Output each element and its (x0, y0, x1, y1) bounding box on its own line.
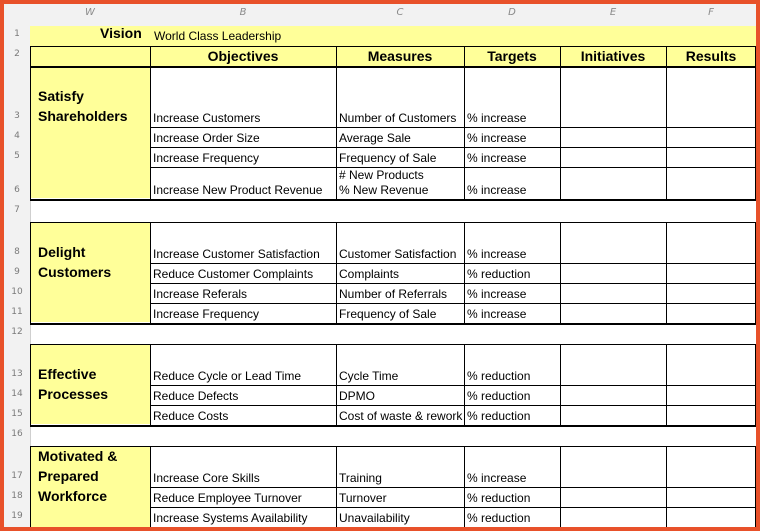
grid-line-col (30, 66, 31, 199)
target-cell[interactable]: % increase (467, 247, 527, 261)
vision-label: Vision (100, 25, 142, 41)
measure-cell[interactable]: # New Products (339, 168, 424, 182)
grid-line-col (336, 222, 337, 323)
grid-line-col (150, 222, 151, 323)
section-title-line: Shareholders (38, 108, 128, 124)
spreadsheet-grid (4, 4, 756, 527)
initiative-cell[interactable] (561, 147, 665, 167)
grid-line-top (30, 46, 756, 47)
header-initiatives[interactable]: Initiatives (580, 48, 646, 64)
result-cell[interactable] (667, 263, 755, 283)
grid-line-col-header (336, 46, 337, 66)
grid-line-col (755, 344, 756, 425)
initiative-cell[interactable] (561, 243, 665, 263)
initiative-cell[interactable] (561, 127, 665, 147)
measure-cell[interactable]: Cost of waste & rework (339, 409, 463, 423)
initiative-cell[interactable] (561, 283, 665, 303)
column-header-c[interactable]: C (396, 7, 404, 18)
grid-line-col (464, 66, 465, 199)
result-cell[interactable] (667, 405, 755, 425)
header-targets[interactable]: Targets (487, 48, 537, 64)
header-measures[interactable]: Measures (367, 48, 433, 64)
objective-cell[interactable]: Increase Customer Satisfaction (153, 247, 320, 261)
target-cell[interactable]: % increase (467, 151, 527, 165)
initiative-cell[interactable] (561, 167, 665, 199)
grid-line-col (150, 66, 151, 199)
result-cell[interactable] (667, 507, 755, 527)
result-cell[interactable] (667, 167, 755, 199)
result-cell[interactable] (667, 107, 755, 127)
row-number[interactable]: 5 (14, 151, 20, 161)
grid-line-col (464, 446, 465, 527)
column-header-d[interactable]: D (508, 7, 516, 18)
target-cell[interactable]: % increase (467, 307, 527, 321)
objective-cell[interactable]: Reduce Defects (153, 389, 239, 403)
row-number[interactable]: 3 (14, 111, 20, 121)
initiative-cell[interactable] (561, 365, 665, 385)
column-header-bar (4, 4, 756, 27)
measure-cell[interactable]: % New Revenue (339, 183, 429, 197)
row-number[interactable]: 4 (14, 131, 20, 141)
grid-line-col (30, 446, 31, 527)
section-title-line: Processes (38, 386, 109, 402)
measure-cell[interactable]: Cycle Time (339, 369, 399, 383)
section-title-line: Delight (38, 244, 86, 260)
grid-line-header (30, 66, 756, 68)
grid-line-section (30, 527, 756, 529)
objective-cell[interactable]: Increase Customers (153, 111, 261, 125)
grid-line-col (755, 66, 756, 199)
grid-line-col-header (30, 46, 31, 66)
row-number[interactable]: 7 (14, 205, 20, 215)
initiative-cell[interactable] (561, 385, 665, 405)
target-cell[interactable]: % reduction (467, 491, 531, 505)
column-header-f[interactable]: F (708, 7, 714, 18)
grid-line-col (755, 446, 756, 527)
measure-cell[interactable]: Number of Referrals (339, 287, 448, 301)
row-number[interactable]: 18 (11, 491, 23, 501)
grid-line-col-header (666, 46, 667, 66)
result-cell[interactable] (667, 365, 755, 385)
row-number[interactable]: 8 (14, 247, 20, 257)
grid-line-section-top (30, 344, 756, 345)
target-cell[interactable]: % reduction (467, 267, 531, 281)
row-number[interactable]: 15 (11, 409, 23, 419)
row-number[interactable]: 2 (14, 49, 20, 59)
section-title-line: Workforce (38, 488, 107, 504)
result-cell[interactable] (667, 303, 755, 323)
initiative-cell[interactable] (561, 263, 665, 283)
column-header-a[interactable]: W (85, 7, 95, 18)
grid-line-col (755, 222, 756, 323)
result-cell[interactable] (667, 147, 755, 167)
row-number[interactable]: 9 (14, 267, 20, 277)
measure-cell[interactable]: DPMO (339, 389, 375, 403)
section-title-line: Effective (38, 366, 97, 382)
measure-cell[interactable]: Unavailability (339, 511, 410, 525)
section-title-line: Satisfy (38, 88, 84, 104)
measure-cell[interactable]: Training (339, 471, 382, 485)
result-cell[interactable] (667, 385, 755, 405)
grid-line-col (150, 344, 151, 425)
measure-cell[interactable]: Frequency of Sale (339, 307, 437, 321)
column-header-b[interactable]: B (239, 7, 247, 18)
objective-cell[interactable]: Increase Frequency (153, 151, 260, 165)
initiative-cell[interactable] (561, 303, 665, 323)
objective-cell[interactable]: Increase Frequency (153, 307, 260, 321)
grid-line-col-header (560, 46, 561, 66)
target-cell[interactable]: % increase (467, 471, 527, 485)
target-cell[interactable]: % reduction (467, 389, 531, 403)
measure-cell[interactable]: Average Sale (339, 131, 411, 145)
section-title-line: Motivated & (38, 448, 118, 464)
initiative-cell[interactable] (561, 107, 665, 127)
row-number[interactable]: 12 (11, 327, 23, 337)
result-cell[interactable] (667, 283, 755, 303)
grid-line-col (336, 344, 337, 425)
row-number[interactable]: 17 (11, 471, 23, 481)
measure-cell[interactable]: Complaints (339, 267, 400, 281)
grid-line-col (464, 222, 465, 323)
header-objectives[interactable]: Objectives (207, 48, 279, 64)
result-cell[interactable] (667, 467, 755, 487)
objective-cell[interactable]: Increase Referals (153, 287, 248, 301)
measure-cell[interactable]: Frequency of Sale (339, 151, 437, 165)
objective-cell[interactable]: Reduce Costs (153, 409, 229, 423)
row-number[interactable]: 13 (11, 369, 23, 379)
grid-line-col-header (755, 46, 756, 66)
grid-line-col (30, 222, 31, 323)
target-cell[interactable]: % reduction (467, 511, 531, 525)
row-number[interactable]: 19 (11, 511, 23, 521)
objective-cell[interactable]: Reduce Employee Turnover (153, 491, 302, 505)
header-results[interactable]: Results (685, 48, 737, 64)
row-number[interactable]: 14 (11, 389, 23, 399)
column-header-e[interactable]: E (609, 7, 617, 18)
target-cell[interactable]: % reduction (467, 409, 531, 423)
grid-line-col-header (150, 46, 151, 66)
objective-cell[interactable]: Reduce Cycle or Lead Time (153, 369, 302, 383)
grid-line-section (30, 425, 756, 427)
objective-cell[interactable]: Increase Order Size (153, 131, 260, 145)
target-cell[interactable]: % increase (467, 287, 527, 301)
objective-cell[interactable]: Increase Systems Availability (153, 511, 308, 525)
initiative-cell[interactable] (561, 467, 665, 487)
measure-cell[interactable]: Customer Satisfaction (339, 247, 457, 261)
grid-line-col-header (464, 46, 465, 66)
vision-value[interactable]: World Class Leadership (154, 29, 282, 43)
grid-line-col (336, 446, 337, 527)
result-cell[interactable] (667, 243, 755, 263)
initiative-cell[interactable] (561, 487, 665, 507)
result-cell[interactable] (667, 127, 755, 147)
row-number[interactable]: 10 (11, 287, 23, 297)
objective-cell[interactable]: Increase New Product Revenue (153, 183, 323, 197)
measure-cell[interactable]: Turnover (339, 491, 387, 505)
target-cell[interactable]: % increase (467, 111, 527, 125)
row-number[interactable]: 6 (14, 185, 20, 195)
row-number[interactable]: 1 (14, 29, 20, 39)
result-cell[interactable] (667, 487, 755, 507)
grid-line-col (30, 344, 31, 425)
row-number[interactable]: 11 (11, 307, 23, 317)
measure-cell[interactable]: Number of Customers (339, 111, 457, 125)
objective-cell[interactable]: Reduce Customer Complaints (153, 267, 314, 281)
target-cell[interactable]: % reduction (467, 369, 531, 383)
grid-line-section-top (30, 446, 756, 447)
grid-line-section-top (30, 222, 756, 223)
grid-line-col (464, 344, 465, 425)
grid-line-section (30, 199, 756, 201)
section-title-line: Customers (38, 264, 112, 280)
target-cell[interactable]: % increase (467, 183, 527, 197)
row-number[interactable]: 16 (11, 429, 23, 439)
initiative-cell[interactable] (561, 405, 665, 425)
section-title-line: Prepared (38, 468, 99, 484)
objective-cell[interactable]: Increase Core Skills (153, 471, 260, 485)
target-cell[interactable]: % increase (467, 131, 527, 145)
grid-line-col (336, 66, 337, 199)
grid-line-section (30, 323, 756, 325)
initiative-cell[interactable] (561, 507, 665, 527)
grid-line-col (150, 446, 151, 527)
